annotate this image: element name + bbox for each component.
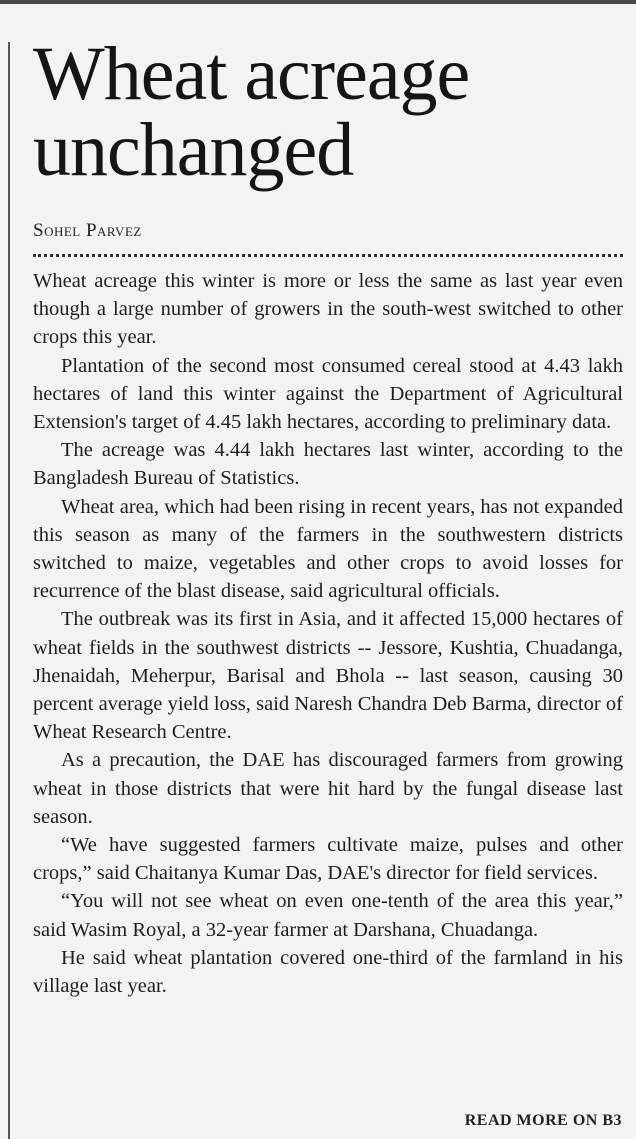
headline: Wheat acreage unchanged bbox=[33, 32, 470, 192]
paragraph: The outbreak was its first in Asia, and it affected 15,000 hectares of wheat fields in the southwest districts -- Jessore, Kushtia, Chuadanga, Jhenaidah, Meherpur, Barisal and Bhola -- last season, causing 30 percent average yield loss, said Naresh Chandra Deb Barma, director of Wheat Research Centre. bbox=[33, 608, 623, 744]
news-article bbox=[33, 32, 623, 1000]
paragraph: “We have suggested farmers cultivate maize, pulses and other crops,” said Chaitanya Kumar Das, DAE's director for field services. bbox=[33, 834, 623, 885]
dotted-separator bbox=[33, 254, 623, 257]
read-more-continuation: READ MORE ON B3 bbox=[464, 1112, 622, 1129]
paragraph: As a precaution, the DAE has discouraged farmers from growing wheat in those districts that were hit hard by the fungal disease last season. bbox=[33, 749, 623, 828]
paragraph: He said wheat plantation covered one-third of the farmland in his village last year. bbox=[33, 946, 623, 998]
byline: Sohel Parvez bbox=[33, 220, 142, 241]
top-border-rule bbox=[0, 0, 636, 4]
paragraph: Wheat acreage this winter is more or less the same as last year even though a large number of growers in the south-west switched to other crops this year. bbox=[33, 270, 623, 349]
column-divider-rule bbox=[8, 42, 10, 1139]
paragraph: Wheat area, which had been rising in recent years, has not expanded this season as many of the farmers in the southwestern districts switched to maize, vegetables and other crops to avoid losses for recurrence of the blast disease, said agricultural officials. bbox=[33, 495, 623, 603]
paragraph: The acreage was 4.44 lakh hectares last winter, according to the Bangladesh Bureau of Statistics. bbox=[33, 439, 623, 490]
article-body bbox=[33, 267, 623, 1000]
paragraph: “You will not see wheat on even one-tenth of the area this year,” said Wasim Royal, a 32-year farmer at Darshana, Chuadanga. bbox=[33, 890, 623, 941]
paragraph: Plantation of the second most consumed cereal stood at 4.43 lakh hectares of land this winter against the Department of Agricultural Extension's target of 4.45 lakh hectares, according to preliminary data. bbox=[33, 354, 623, 434]
